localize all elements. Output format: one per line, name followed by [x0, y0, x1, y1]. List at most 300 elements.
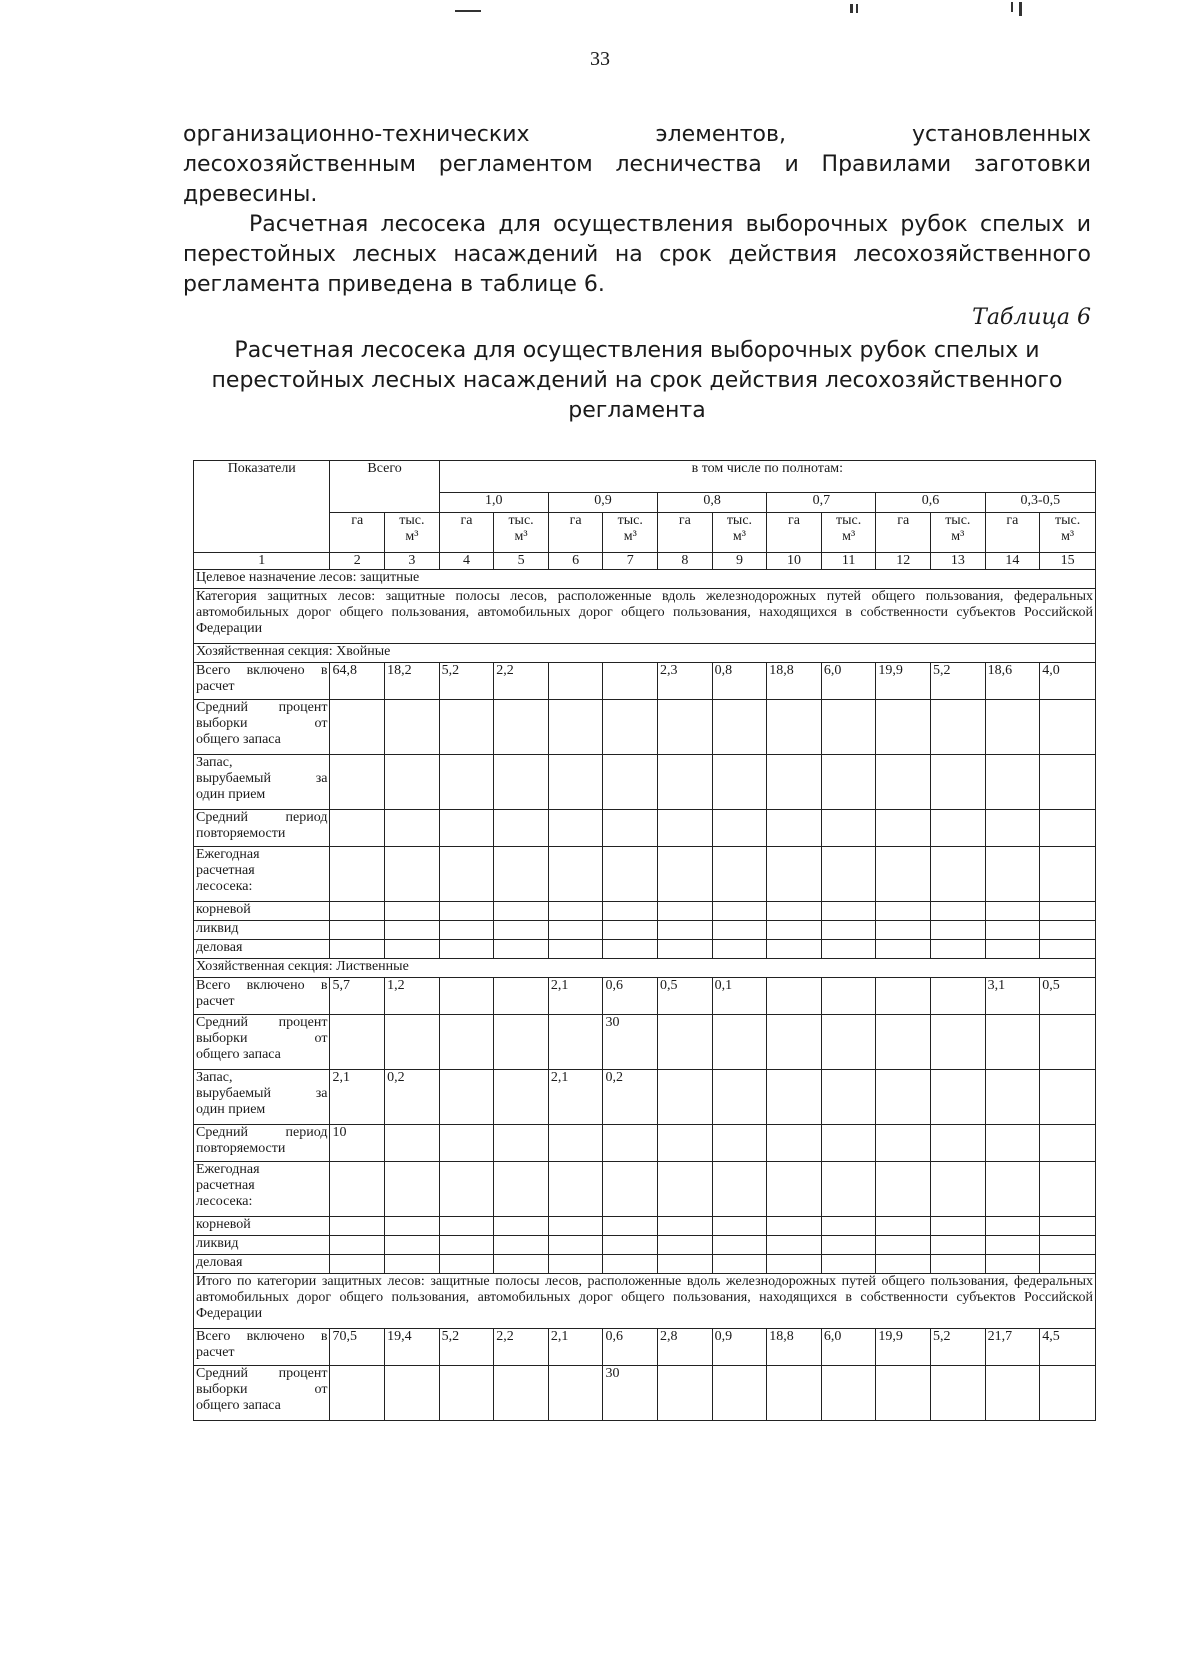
- unit-m3: м³: [623, 529, 637, 544]
- row-label: [194, 940, 330, 959]
- table-cell: [931, 940, 986, 959]
- table-cell: [385, 847, 440, 902]
- table-cell: [494, 1015, 549, 1070]
- table-cell: [658, 1070, 713, 1125]
- table-cell: [931, 1125, 986, 1162]
- allowable-cut-table: [193, 460, 1096, 1421]
- row-label-line: один прием: [196, 787, 266, 802]
- row-label-line: повторяемости: [196, 826, 286, 841]
- table-cell: [439, 1255, 494, 1274]
- table-cell: 5,2: [439, 1329, 494, 1366]
- table-cell: [767, 940, 822, 959]
- table-cell: [712, 940, 767, 959]
- column-number: 2: [330, 553, 385, 570]
- table-row: [194, 663, 1096, 700]
- table-cell: [712, 1255, 767, 1274]
- section-total-category: Итого по категории защитных лесов: защитные полосы лесов, расположенные вдоль железнодорожных путей общего пользования, федеральных автомобильных дорог общего пользования, автомобильных дорог общего пользования, находящихся в собственности субъектов Российской Федерации: [194, 1274, 1096, 1329]
- table-cell: [876, 755, 931, 810]
- table-cell: [658, 1217, 713, 1236]
- row-label: [194, 1255, 330, 1274]
- table-cell: [330, 1236, 385, 1255]
- table-cell: [985, 1366, 1040, 1421]
- table-cell: [658, 1162, 713, 1217]
- table-cell: [603, 700, 658, 755]
- table-cell: [821, 810, 876, 847]
- table-cell: [494, 1255, 549, 1274]
- table-cell: [821, 1255, 876, 1274]
- table-cell: 18,8: [767, 1329, 822, 1366]
- table-cell: 3,1: [985, 978, 1040, 1015]
- table-cell: [494, 700, 549, 755]
- header-unit-thousand-m3: [712, 513, 767, 553]
- page-number: 33: [590, 48, 610, 70]
- paragraph-intro: Расчетная лесосека для осуществления выборочных рубок спелых и перестойных лесных насаждений на срок действия лесохозяйственного регламента приведена в таблице 6.: [183, 212, 1091, 297]
- table-cell: [385, 700, 440, 755]
- table-cell: [658, 1255, 713, 1274]
- unit-m3: м³: [514, 529, 528, 544]
- header-unit-thousand-m3: [931, 513, 986, 553]
- table-cell: [712, 755, 767, 810]
- table-cell: [603, 1217, 658, 1236]
- table-cell: [876, 940, 931, 959]
- row-label: [194, 810, 330, 847]
- table-cell: [1040, 921, 1096, 940]
- column-number: 13: [931, 553, 986, 570]
- unit-m3: м³: [951, 529, 965, 544]
- table-cell: [548, 1162, 603, 1217]
- table-cell: 2,1: [548, 978, 603, 1015]
- table-cell: [767, 700, 822, 755]
- table-cell: [494, 902, 549, 921]
- table-row: [194, 1162, 1096, 1217]
- table-cell: [985, 1255, 1040, 1274]
- table-cell: [548, 755, 603, 810]
- table-row: [194, 1236, 1096, 1255]
- table-cell: [985, 755, 1040, 810]
- table-cell: [821, 700, 876, 755]
- table-cell: [1040, 755, 1096, 810]
- table-cell: [385, 902, 440, 921]
- table-cell: [876, 1366, 931, 1421]
- table-cell: 0,2: [603, 1070, 658, 1125]
- table-cell: [548, 1217, 603, 1236]
- row-label-line: Средний процент: [196, 1015, 328, 1030]
- table-cell: [767, 755, 822, 810]
- table-cell: [767, 921, 822, 940]
- header-density-6: 0,3-0,5: [985, 493, 1095, 513]
- table-cell: [439, 1125, 494, 1162]
- row-label-line: Всего включено в: [196, 978, 328, 993]
- table-cell: [767, 902, 822, 921]
- header-unit-ha: га: [767, 513, 822, 553]
- table-cell: [548, 700, 603, 755]
- header-density-3: 0,8: [658, 493, 767, 513]
- table-cell: [548, 663, 603, 700]
- column-number: 4: [439, 553, 494, 570]
- table-cell: [603, 940, 658, 959]
- table-cell: [439, 978, 494, 1015]
- row-label: [194, 1125, 330, 1162]
- table-cell: [439, 1015, 494, 1070]
- table-cell: [821, 978, 876, 1015]
- row-label-line: вырубаемый за: [196, 771, 328, 786]
- table-cell: [494, 1162, 549, 1217]
- unit-thousand: тыс.: [399, 513, 425, 528]
- table-cell: 19,9: [876, 1329, 931, 1366]
- table-cell: [985, 1015, 1040, 1070]
- table-row: [194, 940, 1096, 959]
- row-label-line: лесосека:: [196, 879, 253, 894]
- table-cell: [439, 755, 494, 810]
- row-label-line: Запас,: [196, 1070, 233, 1085]
- row-label-line: корневой: [196, 1217, 251, 1232]
- header-unit-ha: га: [876, 513, 931, 553]
- table-cell: [821, 940, 876, 959]
- table-cell: [876, 1236, 931, 1255]
- column-number: 15: [1040, 553, 1096, 570]
- table-cell: [439, 1162, 494, 1217]
- row-label: [194, 1217, 330, 1236]
- table-title: Расчетная лесосека для осуществления выборочных рубок спелых и перестойных лесных насаждений на срок действия лесохозяйственного регламента: [211, 338, 1063, 423]
- table-cell: [1040, 1125, 1096, 1162]
- table-row: [194, 1366, 1096, 1421]
- table-cell: [931, 1015, 986, 1070]
- row-label-line: выборки от: [196, 1382, 328, 1397]
- table-row: [194, 847, 1096, 902]
- table-cell: [931, 902, 986, 921]
- section-purpose: Целевое назначение лесов: защитные: [194, 570, 1096, 589]
- table-cell: 5,2: [931, 663, 986, 700]
- table-cell: 0,9: [712, 1329, 767, 1366]
- header-incl: в том числе по полнотам:: [439, 461, 1095, 493]
- table-cell: [931, 921, 986, 940]
- header-unit-thousand-m3: [821, 513, 876, 553]
- table-row: [194, 1070, 1096, 1125]
- table-cell: [658, 902, 713, 921]
- header-density-2: 0,9: [548, 493, 657, 513]
- table-cell: [439, 1366, 494, 1421]
- table-cell: [931, 755, 986, 810]
- header-density-5: 0,6: [876, 493, 985, 513]
- table-cell: 10: [330, 1125, 385, 1162]
- row-label-line: ликвид: [196, 1236, 239, 1251]
- table-cell: [330, 1366, 385, 1421]
- row-label: [194, 1015, 330, 1070]
- unit-thousand: тыс.: [945, 513, 971, 528]
- table-cell: [385, 1015, 440, 1070]
- row-label: [194, 755, 330, 810]
- unit-thousand: тыс.: [836, 513, 862, 528]
- unit-thousand: тыс.: [508, 513, 534, 528]
- row-label: [194, 1366, 330, 1421]
- column-number: 12: [876, 553, 931, 570]
- row-label-line: Средний процент: [196, 700, 328, 715]
- table-cell: [1040, 810, 1096, 847]
- table-cell: [821, 1366, 876, 1421]
- table-cell: [1040, 902, 1096, 921]
- header-total: Всего: [330, 461, 439, 513]
- table-cell: [821, 1162, 876, 1217]
- table-cell: 2,1: [330, 1070, 385, 1125]
- table-cell: [767, 1255, 822, 1274]
- column-number: 1: [194, 553, 330, 570]
- header-density-1: 1,0: [439, 493, 548, 513]
- unit-thousand: тыс.: [726, 513, 753, 528]
- table-cell: [385, 810, 440, 847]
- row-label-line: лесосека:: [196, 1194, 253, 1209]
- table-cell: [985, 902, 1040, 921]
- table-cell: 2,3: [658, 663, 713, 700]
- table-cell: [385, 1217, 440, 1236]
- row-label-line: расчетная: [196, 863, 255, 878]
- row-label-line: вырубаемый за: [196, 1086, 328, 1101]
- table-cell: [931, 1070, 986, 1125]
- unit-thousand: тыс.: [1054, 513, 1081, 528]
- table-cell: [767, 1162, 822, 1217]
- table-cell: [548, 810, 603, 847]
- header-indicators: Показатели: [194, 461, 330, 553]
- table-cell: [712, 847, 767, 902]
- row-label: [194, 663, 330, 700]
- row-label: [194, 921, 330, 940]
- table-cell: [1040, 1366, 1096, 1421]
- table-cell: [658, 755, 713, 810]
- table-cell: [603, 921, 658, 940]
- table-cell: [330, 1217, 385, 1236]
- scan-marks: [0, 0, 1200, 20]
- table-cell: 0,6: [603, 1329, 658, 1366]
- table-cell: [985, 1236, 1040, 1255]
- table-cell: [494, 755, 549, 810]
- table-cell: [439, 940, 494, 959]
- table-cell: [931, 1366, 986, 1421]
- unit-m3: м³: [1061, 529, 1075, 544]
- table-cell: 6,0: [821, 663, 876, 700]
- row-label-line: выборки от: [196, 716, 328, 731]
- table-cell: [876, 1070, 931, 1125]
- header-unit-thousand-m3: [494, 513, 549, 553]
- row-label-line: ликвид: [196, 921, 239, 936]
- table-cell: [658, 700, 713, 755]
- table-cell: [821, 902, 876, 921]
- table-row: [194, 1125, 1096, 1162]
- table-cell: [985, 1217, 1040, 1236]
- table-cell: [985, 700, 1040, 755]
- column-number: 10: [767, 553, 822, 570]
- table-cell: 19,9: [876, 663, 931, 700]
- header-unit-ha: га: [548, 513, 603, 553]
- table-cell: [330, 1162, 385, 1217]
- table-cell: [821, 1125, 876, 1162]
- table-row: [194, 921, 1096, 940]
- header-unit-ha: га: [658, 513, 713, 553]
- row-label: [194, 700, 330, 755]
- table-cell: 18,2: [385, 663, 440, 700]
- table-cell: [330, 847, 385, 902]
- table-cell: [985, 1125, 1040, 1162]
- table-cell: 4,5: [1040, 1329, 1096, 1366]
- table-cell: [876, 1015, 931, 1070]
- column-number: 14: [985, 553, 1040, 570]
- table-cell: [876, 921, 931, 940]
- row-label-line: один прием: [196, 1102, 266, 1117]
- table-cell: [548, 1125, 603, 1162]
- section-category: Категория защитных лесов: защитные полосы лесов, расположенные вдоль железнодорожных путей общего пользования, федеральных автомобильных дорог общего пользования, автомобильных дорог общего пользования, находящихся в собственности субъектов Российской Федерации: [194, 589, 1096, 644]
- table-cell: [712, 810, 767, 847]
- column-number: 3: [385, 553, 440, 570]
- row-label-line: общего запаса: [196, 1398, 281, 1413]
- unit-m3: м³: [405, 529, 419, 544]
- table-cell: [767, 810, 822, 847]
- table-cell: [658, 1015, 713, 1070]
- table-cell: 5,7: [330, 978, 385, 1015]
- table-cell: [548, 1015, 603, 1070]
- table-row: [194, 1217, 1096, 1236]
- table-cell: [931, 1236, 986, 1255]
- table-cell: [767, 1366, 822, 1421]
- table-cell: [1040, 700, 1096, 755]
- table-cell: [330, 700, 385, 755]
- table-cell: [330, 1255, 385, 1274]
- table-cell: [603, 810, 658, 847]
- table-cell: [494, 978, 549, 1015]
- table-cell: 0,1: [712, 978, 767, 1015]
- table-cell: [658, 1236, 713, 1255]
- table-cell: [985, 940, 1040, 959]
- table-cell: [876, 1255, 931, 1274]
- table-cell: [931, 810, 986, 847]
- table-cell: [1040, 1255, 1096, 1274]
- table-cell: [548, 902, 603, 921]
- table-cell: [931, 700, 986, 755]
- table-cell: [603, 847, 658, 902]
- table-cell: [985, 1070, 1040, 1125]
- table-cell: [385, 921, 440, 940]
- column-number: 9: [712, 553, 767, 570]
- table-cell: [821, 755, 876, 810]
- table-cell: [330, 902, 385, 921]
- table-cell: [876, 700, 931, 755]
- table-row: [194, 810, 1096, 847]
- row-label-line: Запас,: [196, 755, 233, 770]
- table-cell: [439, 810, 494, 847]
- table-cell: [931, 978, 986, 1015]
- table-cell: [548, 847, 603, 902]
- table-cell: [548, 1236, 603, 1255]
- table-cell: [767, 847, 822, 902]
- row-label: [194, 1329, 330, 1366]
- table-cell: [876, 810, 931, 847]
- row-label: [194, 1236, 330, 1255]
- header-unit-ha: га: [439, 513, 494, 553]
- row-label-line: общего запаса: [196, 1047, 281, 1062]
- table-cell: [439, 1217, 494, 1236]
- unit-thousand: тыс.: [617, 513, 643, 528]
- table-cell: [603, 902, 658, 921]
- column-number: 8: [658, 553, 713, 570]
- header-numbers-row: [194, 553, 1096, 570]
- table-cell: [767, 1217, 822, 1236]
- table-cell: 5,2: [439, 663, 494, 700]
- table-cell: [494, 810, 549, 847]
- table-cell: [439, 700, 494, 755]
- table-cell: [658, 1366, 713, 1421]
- table-cell: [767, 1015, 822, 1070]
- table-cell: [494, 1125, 549, 1162]
- row-label-line: Всего включено в: [196, 1329, 328, 1344]
- header-unit-ha: га: [985, 513, 1040, 553]
- row-label: [194, 847, 330, 902]
- table-cell: [494, 921, 549, 940]
- row-label-line: Средний период: [196, 810, 328, 825]
- table-cell: [658, 940, 713, 959]
- table-cell: [1040, 1070, 1096, 1125]
- table-cell: [548, 940, 603, 959]
- table-cell: [548, 1255, 603, 1274]
- table-cell: [712, 1070, 767, 1125]
- row-label-line: Ежегодная: [196, 847, 260, 862]
- table-cell: [712, 921, 767, 940]
- table-cell: [494, 1236, 549, 1255]
- table-cell: [385, 1366, 440, 1421]
- table-cell: 0,2: [385, 1070, 440, 1125]
- table-row: [194, 1255, 1096, 1274]
- table-cell: 2,1: [548, 1329, 603, 1366]
- row-label-line: деловая: [196, 1255, 243, 1270]
- header-density-4: 0,7: [767, 493, 876, 513]
- header-unit-ha: га: [330, 513, 385, 553]
- table-cell: 18,8: [767, 663, 822, 700]
- table-cell: [385, 1236, 440, 1255]
- table-cell: 2,2: [494, 663, 549, 700]
- row-label-line: расчет: [196, 994, 235, 1009]
- table-cell: 30: [603, 1366, 658, 1421]
- table-cell: [385, 1255, 440, 1274]
- table-cell: [603, 1236, 658, 1255]
- table-cell: [439, 847, 494, 902]
- column-number: 6: [548, 553, 603, 570]
- table-cell: [1040, 1162, 1096, 1217]
- table-cell: [603, 663, 658, 700]
- table-cell: [767, 1236, 822, 1255]
- row-label-line: выборки от: [196, 1031, 328, 1046]
- table-cell: [876, 847, 931, 902]
- table-cell: [712, 902, 767, 921]
- column-number: 5: [494, 553, 549, 570]
- table-cell: 70,5: [330, 1329, 385, 1366]
- table-cell: [1040, 1217, 1096, 1236]
- table-cell: [330, 755, 385, 810]
- table-cell: [494, 1366, 549, 1421]
- row-label-line: Ежегодная: [196, 1162, 260, 1177]
- unit-m3: м³: [842, 529, 856, 544]
- row-label: [194, 1162, 330, 1217]
- table-cell: 6,0: [821, 1329, 876, 1366]
- table-cell: [821, 847, 876, 902]
- table-cell: [876, 978, 931, 1015]
- table-cell: 0,6: [603, 978, 658, 1015]
- table-cell: [876, 1217, 931, 1236]
- table-cell: 0,5: [1040, 978, 1096, 1015]
- table-cell: [330, 810, 385, 847]
- table-cell: [603, 755, 658, 810]
- header-unit-thousand-m3: [1040, 513, 1096, 553]
- table-cell: 1,2: [385, 978, 440, 1015]
- table-cell: [330, 921, 385, 940]
- table-cell: [603, 1162, 658, 1217]
- table-cell: [1040, 940, 1096, 959]
- table-cell: [821, 1236, 876, 1255]
